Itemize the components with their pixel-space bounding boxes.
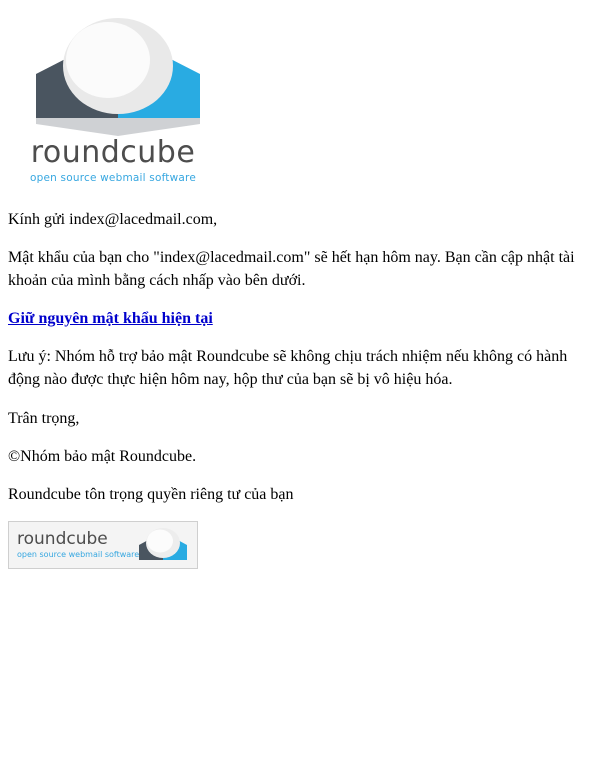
expiry-paragraph: Mật khẩu của bạn cho "index@lacedmail.com" sẽ hết hạn hôm nay. Bạn cần cập nhật tài khoản của mình bằng cách nhấp vào bên dưới. [8,249,575,290]
logo-name: roundcube [30,135,196,170]
footer-logo-tagline: open source webmail software [17,550,140,560]
keep-password-link-container [8,308,592,330]
roundcube-logo [8,12,218,194]
signature-text: ©Nhóm bảo mật Roundcube. [8,447,197,465]
privacy-note-text: Roundcube tôn trọng quyền riêng tư của bạn [8,485,294,503]
keep-password-link[interactable]: Giữ nguyên mật khẩu hiện tại [8,309,213,327]
cube-icon [30,14,206,139]
closing-text: Trân trọng, [8,409,80,427]
warning-paragraph: Lưu ý: Nhóm hỗ trợ bảo mật Roundcube sẽ không chịu trách nhiệm nếu không có hành động nào được thực hiện hôm nay, hộp thư của bạn sẽ bị vô hiệu hóa. [8,348,568,389]
greeting-text: Kính gửi index@lacedmail.com, [8,211,218,228]
footer-cube-icon [135,526,191,566]
logo-tagline: open source webmail software [30,172,196,184]
footer-roundcube-logo [8,521,198,569]
logo-wordmark [8,135,218,184]
footer-logo-name: roundcube [17,529,108,550]
